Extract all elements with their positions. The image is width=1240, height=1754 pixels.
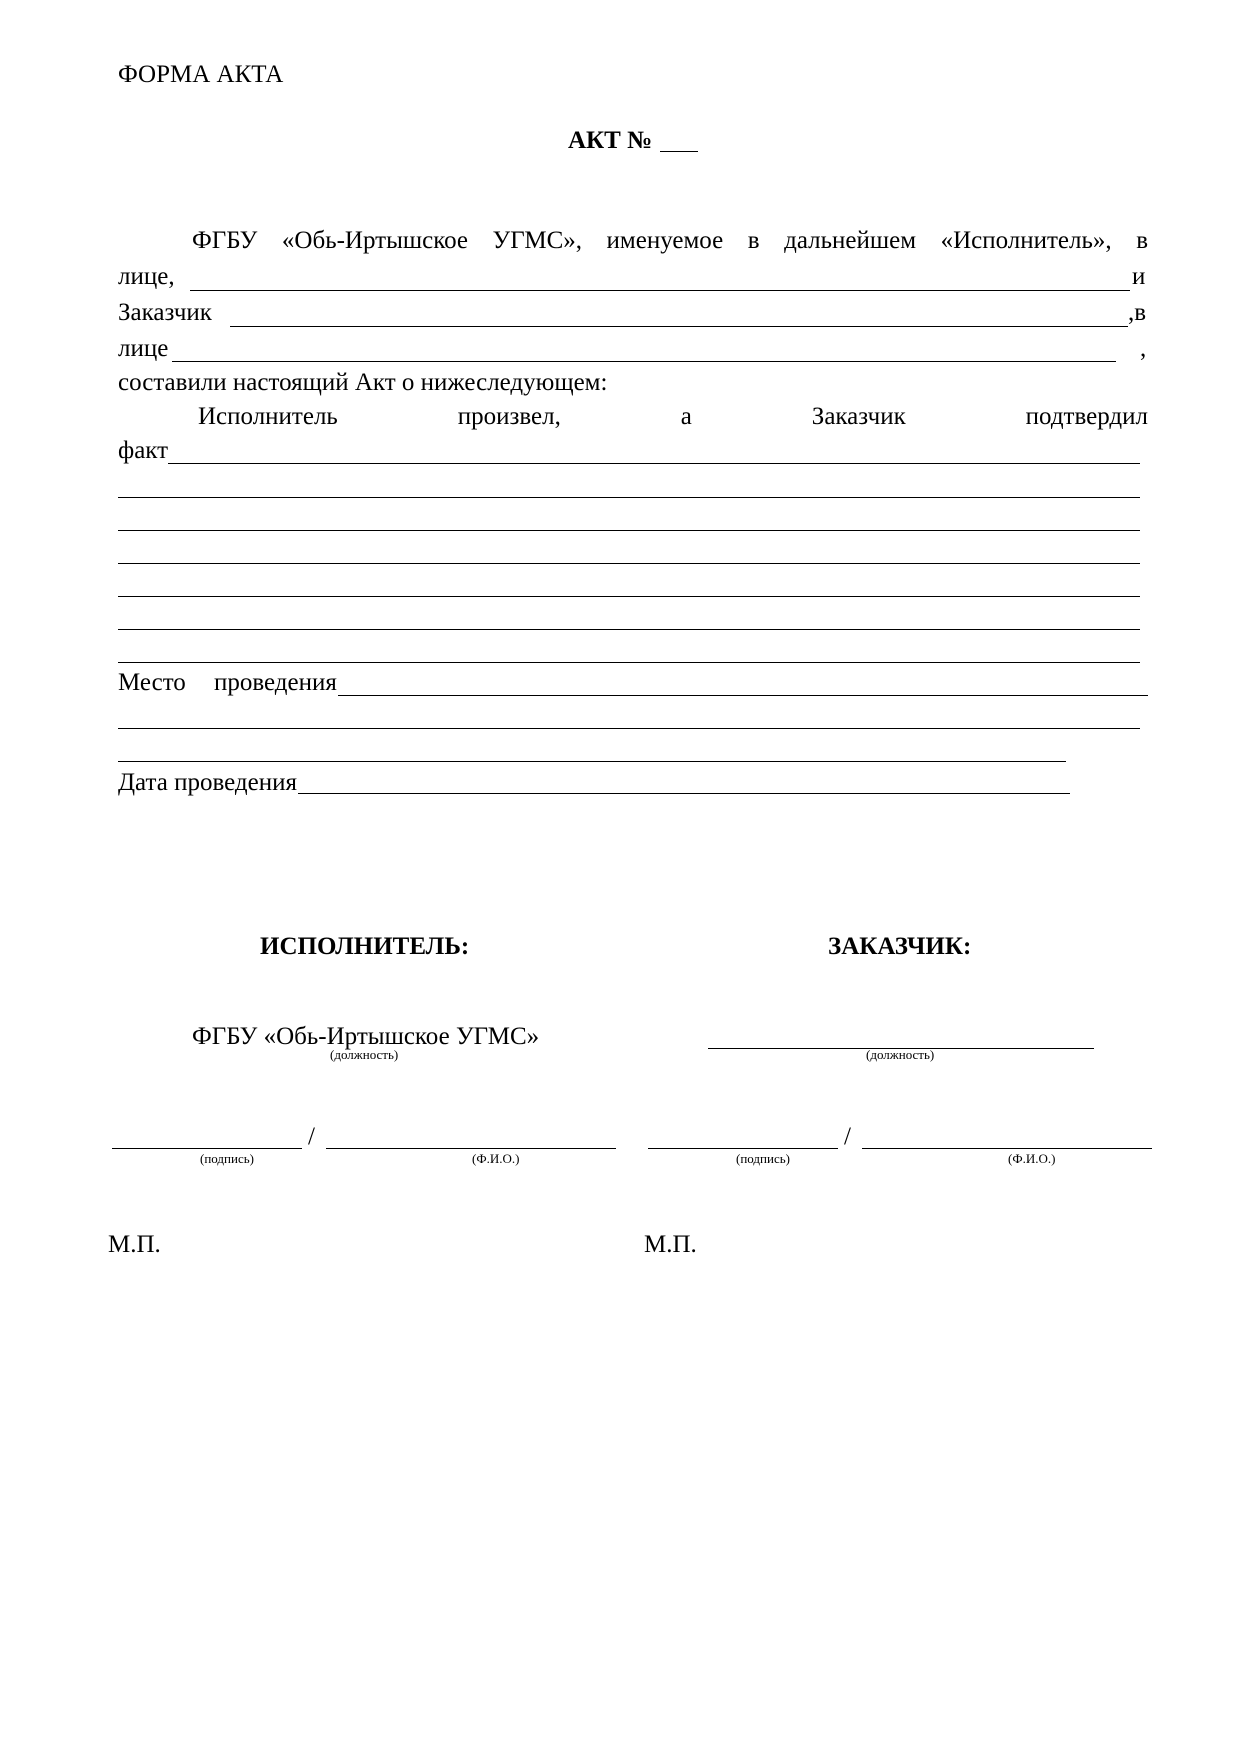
blank-line [118, 662, 1140, 663]
intro-line [192, 228, 1148, 253]
customer-name-blank [230, 326, 1128, 327]
blank-line [118, 530, 1140, 531]
date-label: Дата проведения [118, 769, 297, 796]
fact-word: Исполнитель [198, 403, 338, 430]
executor-org: ФГБУ «Обь-Иртышское УГМС» [192, 1023, 540, 1050]
blank-line [118, 563, 1140, 564]
intro-word: дальнейшем [784, 227, 917, 254]
customer-signature-line [648, 1148, 838, 1149]
customer-name-line [862, 1148, 1152, 1149]
customer-stamp-label: М.П. [644, 1231, 697, 1258]
intro-word: УГМС», [492, 227, 583, 254]
fact-word: а [680, 403, 692, 430]
in-word: ,в [1128, 299, 1147, 326]
executor-slash: / [308, 1123, 315, 1150]
executor-position-caption: (должность) [330, 1047, 399, 1062]
comma: , [1140, 335, 1147, 362]
fact-blank-line [168, 463, 1140, 464]
fact-label: факт [118, 437, 169, 464]
fact-word: подтвердил [1025, 403, 1148, 430]
fact-intro-line [198, 404, 1148, 429]
customer-position-caption: (должность) [866, 1047, 935, 1062]
place-label-2: проведения [214, 669, 337, 696]
intro-word: именуемое [606, 227, 724, 254]
and-word: и [1132, 263, 1146, 290]
blank-line [118, 497, 1140, 498]
customer-label: Заказчик [118, 299, 212, 326]
in-person-label: лице, [118, 263, 175, 290]
intro-word: в [747, 227, 760, 254]
intro-word: «Исполнитель», [940, 227, 1112, 254]
customer-slash: / [844, 1123, 851, 1150]
customer-representative-blank [172, 361, 1116, 362]
fact-word: Заказчик [811, 403, 906, 430]
place-blank-line-3 [118, 761, 1066, 762]
customer-signature-caption: (подпись) [736, 1151, 790, 1166]
executor-representative-blank [190, 290, 1130, 291]
place-blank-line [338, 695, 1148, 696]
executor-signature-line [112, 1148, 302, 1149]
customer-heading: ЗАКАЗЧИК: [828, 933, 972, 960]
act-number-blank [660, 151, 698, 152]
date-blank-line [298, 793, 1070, 794]
act-title: АКТ № [568, 127, 653, 154]
fact-word: произвел, [457, 403, 561, 430]
place-blank-line-2 [118, 728, 1140, 729]
place-label: Место [118, 669, 186, 696]
executor-heading: ИСПОЛНИТЕЛЬ: [260, 933, 470, 960]
customer-name-caption: (Ф.И.О.) [1008, 1151, 1056, 1166]
executor-name-caption: (Ф.И.О.) [472, 1151, 520, 1166]
executor-name-line [326, 1148, 616, 1149]
composed-text: составили настоящий Акт о нижеследующем: [118, 369, 608, 396]
in-person-label-2: лице [118, 335, 169, 362]
executor-stamp-label: М.П. [108, 1231, 161, 1258]
form-label: ФОРМА АКТА [118, 61, 284, 88]
blank-line [118, 596, 1140, 597]
intro-word: в [1136, 227, 1148, 254]
blank-line [118, 629, 1140, 630]
executor-signature-caption: (подпись) [200, 1151, 254, 1166]
intro-word: ФГБУ [192, 227, 258, 254]
intro-word: «Обь-Иртышское [281, 227, 468, 254]
